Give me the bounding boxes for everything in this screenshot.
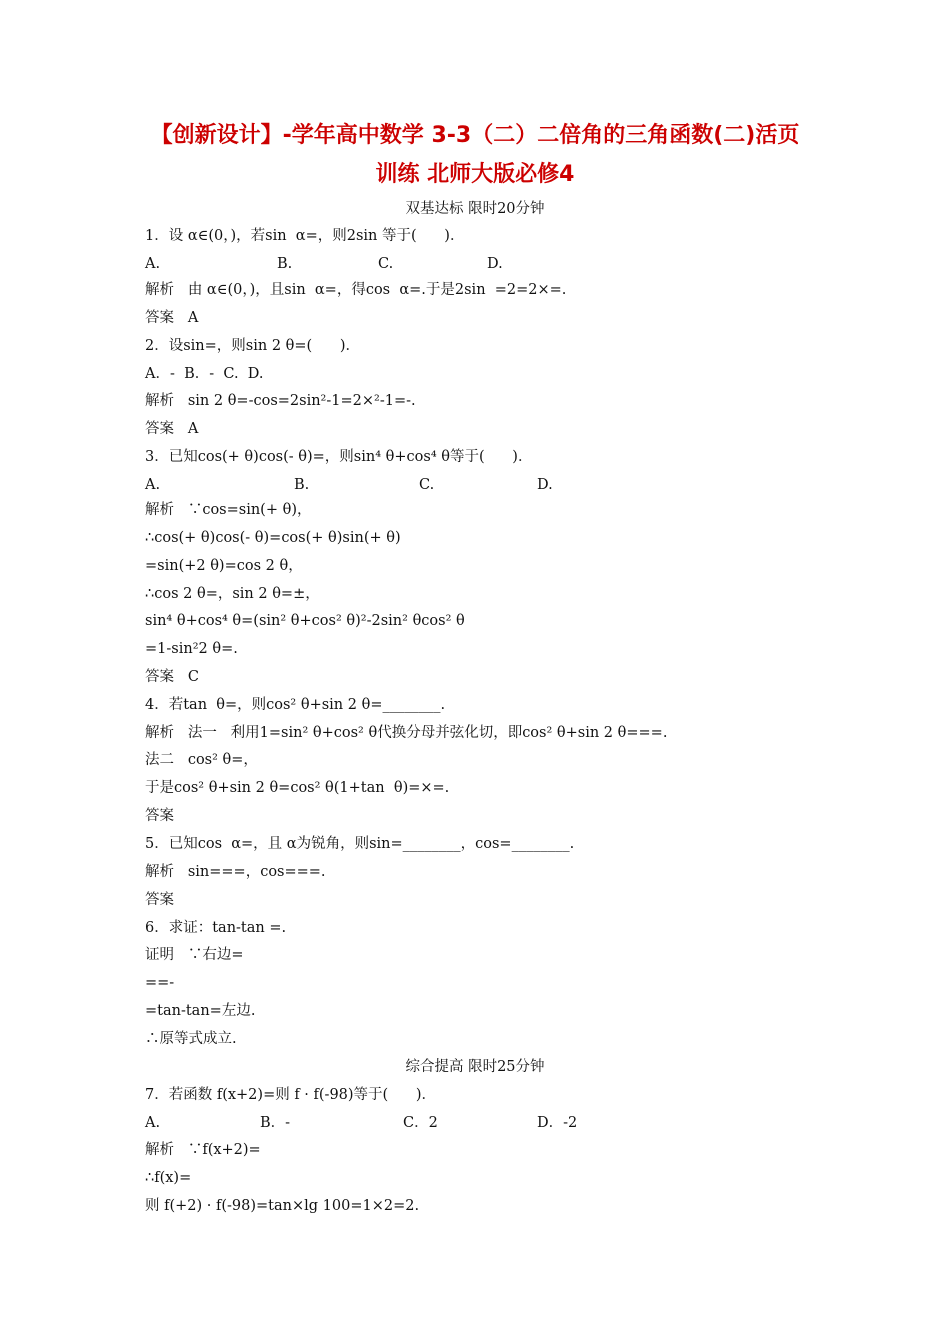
question-4: 4．若tan θ=，则cos² θ+sin 2 θ=________.: [145, 697, 446, 713]
q1-option-b: B.: [277, 256, 293, 272]
q1-option-d: D.: [487, 256, 503, 272]
q4-analysis-3: 于是cos² θ+sin 2 θ=cos² θ(1+tan θ)=×=.: [145, 780, 450, 796]
q3-analysis-5: sin⁴ θ+cos⁴ θ=(sin² θ+cos² θ)²-2sin² θcos² θ: [145, 613, 465, 629]
q3-option-c: C.: [419, 477, 435, 493]
q4-answer: 答案: [145, 808, 174, 824]
q3-option-a: A.: [145, 477, 161, 493]
q7-option-c: C．2: [403, 1115, 438, 1131]
q7-option-a: A.: [145, 1115, 161, 1131]
q1-analysis: 解析 由 α∈(0，)，且sin α=，得cos α=.于是2sin =2=2×=.: [145, 282, 567, 298]
question-7: 7．若函数 f(x+2)=则 f · f(-98)等于( )．: [145, 1087, 437, 1103]
q3-analysis-2: ∴cos(+ θ)cos(- θ)=cos(+ θ)sin(+ θ): [145, 530, 401, 546]
q3-analysis-4: ∴cos 2 θ=，sin 2 θ=±，: [145, 586, 320, 602]
question-2: 2．设sin=，则sin 2 θ=( )．: [145, 338, 361, 354]
q7-analysis-3: 则 f(+2) · f(-98)=tan×lg 100=1×2=2.: [145, 1198, 420, 1214]
q2-answer: 答案 A: [145, 421, 199, 437]
q3-option-d: D.: [537, 477, 553, 493]
q6-proof-4: ∴原等式成立.: [145, 1031, 237, 1047]
q1-option-c: C.: [378, 256, 394, 272]
q4-analysis-1: 解析 法一 利用1=sin² θ+cos² θ代换分母并弦化切，即cos² θ+sin 2 θ===.: [145, 725, 668, 741]
q7-option-d: D．-2: [537, 1115, 578, 1131]
q2-options: A．- B．- C. D.: [145, 366, 264, 382]
question-3: 3．已知cos(+ θ)cos(- θ)=，则sin⁴ θ+cos⁴ θ等于( )．: [145, 449, 533, 465]
q3-analysis-6: =1-sin²2 θ=.: [145, 641, 238, 657]
q3-analysis-1: 解析 ∵cos=sin(+ θ)，: [145, 502, 312, 518]
q6-proof-2: ==-: [145, 975, 175, 991]
q1-option-a: A.: [145, 256, 161, 272]
section-heading-basic: 双基达标 限时20分钟: [405, 201, 545, 217]
question-1: 1．设 α∈(0，)，若sin α=，则2sin 等于( )．: [145, 228, 465, 244]
q7-analysis-1: 解析 ∵f(x+2)=: [145, 1142, 261, 1158]
q2-analysis: 解析 sin 2 θ=-cos=2sin²-1=2×²-1=-.: [145, 393, 416, 409]
q5-analysis: 解析 sin===，cos===.: [145, 864, 326, 880]
q5-answer: 答案: [145, 892, 174, 908]
q3-analysis-3: =sin(+2 θ)=cos 2 θ，: [145, 558, 303, 574]
question-6: 6．求证：tan-tan =.: [145, 920, 287, 936]
q7-option-b: B．-: [260, 1115, 291, 1131]
q4-analysis-2: 法二 cos² θ=，: [145, 752, 258, 768]
q6-proof-3: =tan-tan=左边.: [145, 1003, 256, 1019]
q7-analysis-2: ∴f(x)=: [145, 1170, 192, 1186]
q6-proof-1: 证明 ∵右边=: [145, 947, 244, 963]
question-5: 5．已知cos α=，且 α为锐角，则sin=________，cos=________.: [145, 836, 575, 852]
document-title-line2: 训练 北师大版必修4: [375, 162, 575, 187]
q3-option-b: B.: [294, 477, 310, 493]
q1-answer: 答案 A: [145, 310, 199, 326]
q3-answer: 答案 C: [145, 669, 199, 685]
section-heading-advanced: 综合提高 限时25分钟: [405, 1059, 545, 1075]
document-title-line1: 【创新设计】-学年高中数学 3-3（二）二倍角的三角函数(二)活页: [150, 123, 800, 148]
